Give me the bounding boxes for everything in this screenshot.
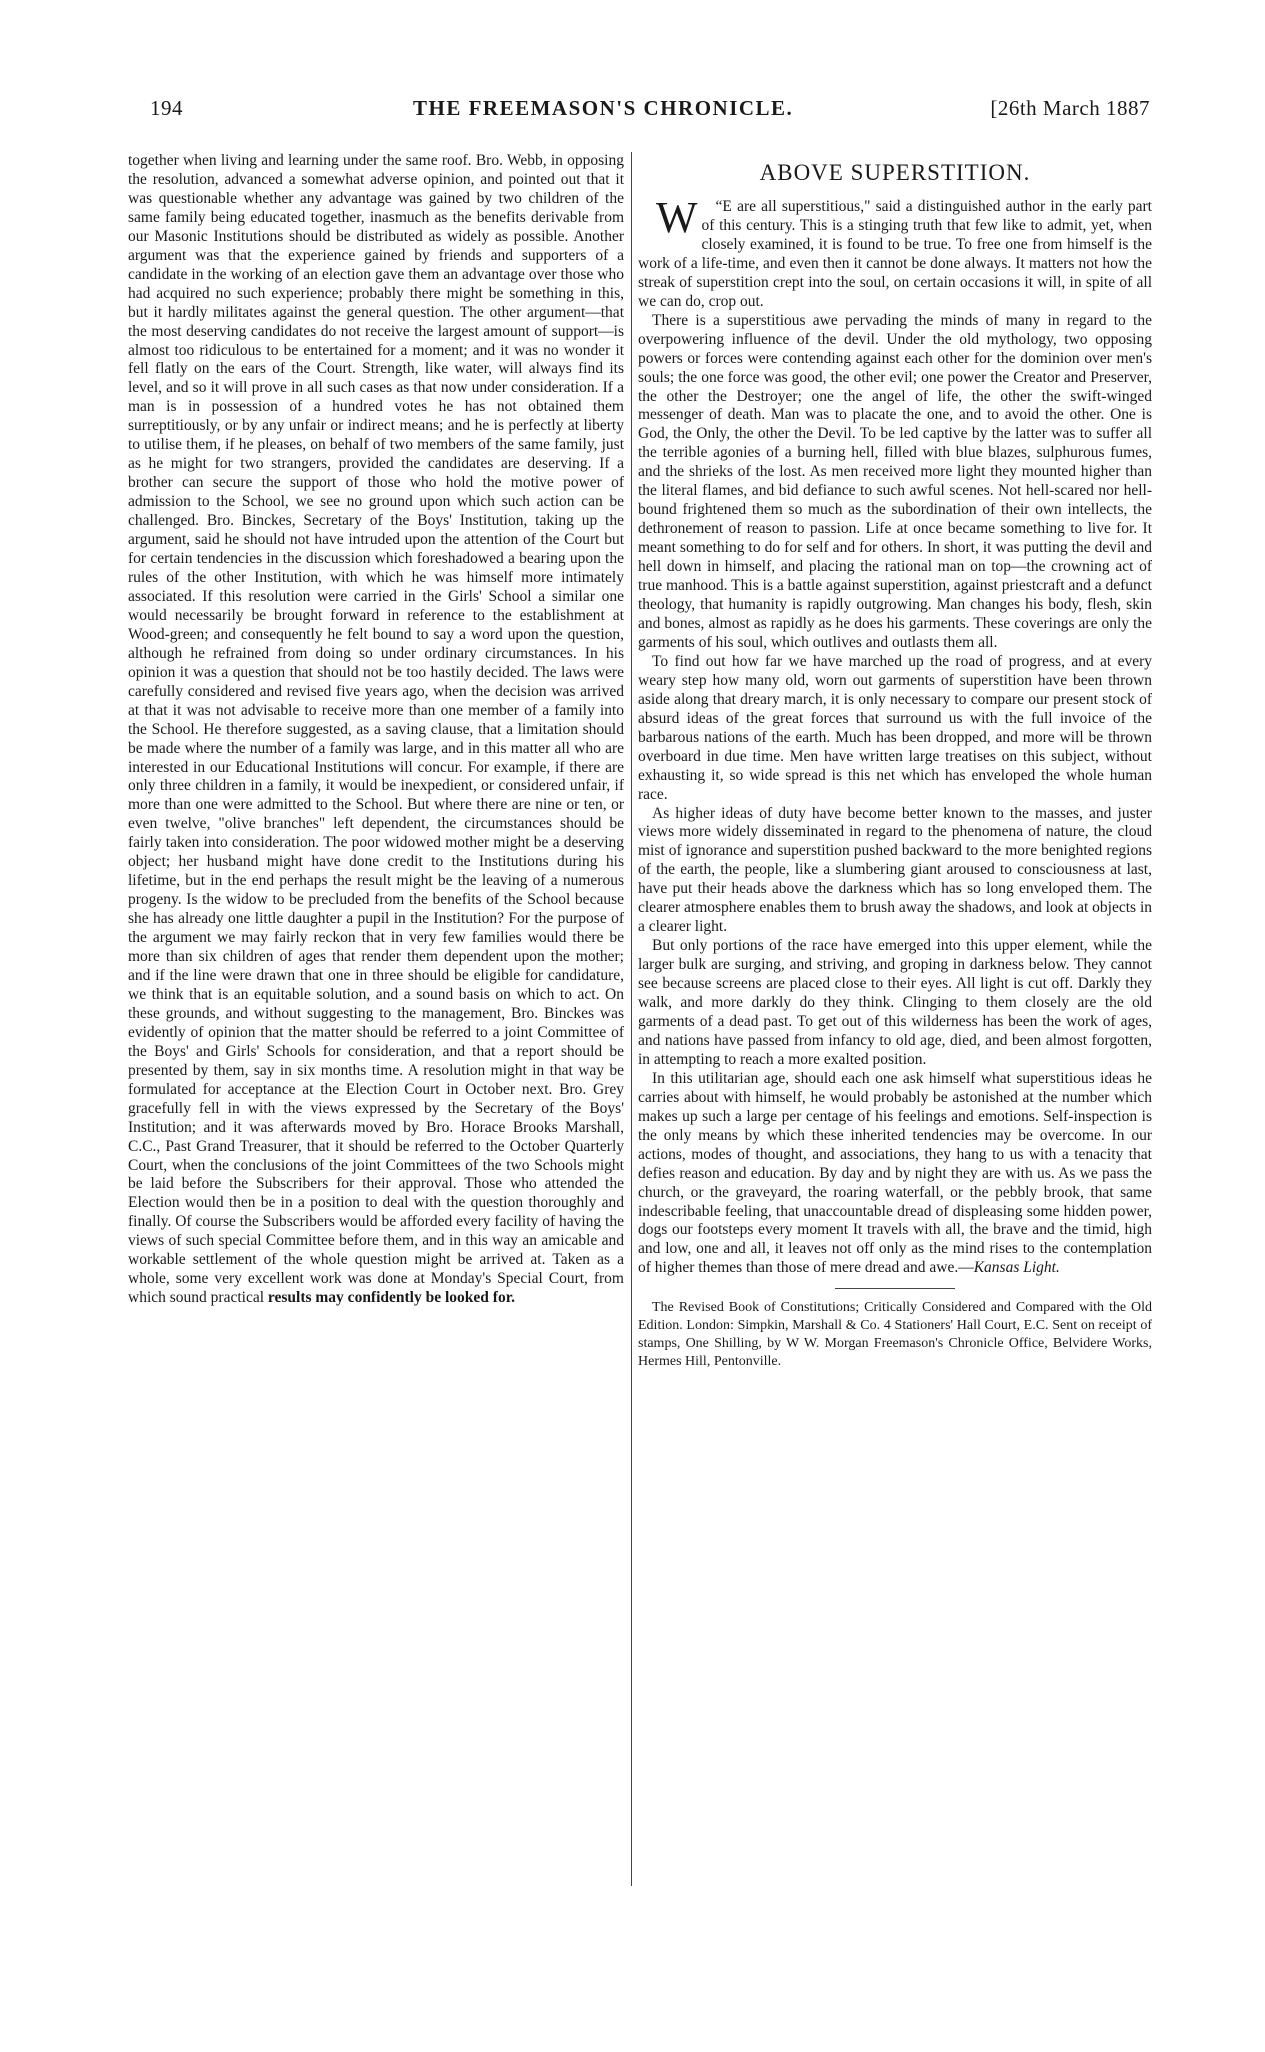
lead-text: E are all superstitious," said a distinguished author in the early part of this century. This is a stinging truth that few like to admit, yet, when closely examined, it is found to be true. To free one from himself is the work of a life-time, and even then it cannot be done always. It matters not how the streak of superstition crept into the soul, on certain occasions it will, in spite of all we can do, crop out. <box>638 198 1152 310</box>
report-text: together when living and learning under the same roof. Bro. Webb, in opposing the resolution, advanced a somewhat adverse opinion, and pointed out that it was questionable whether any advantage was gained by two children of the same family being educated together, inasmuch as the benefits derivable from our Masonic Institutions should be distributed as widely as possible. Another argument was that the experience gained by friends and supporters of a candidate in the working of an election gave them an advantage over those who had acquired no such experience; probably there might be something in this, but it hardly militates against the general question. The other argument—that the most deserving candidates do not receive the largest amount of support—is almost too ridiculous to be entertained for a moment; and it was no wonder it fell flatly on the ears of the Court. Strength, like water, will always find its level, and so it will prove in all such cases as that now under consideration. If a man is in possession of a hundred votes he has not obtained them surreptitiously, or by any unfair or indirect means; and he is perfectly at liberty to utilise them, if he pleases, on behalf of two members of the same family, just as he might for two strangers, provided the candidates are deserving. If a brother can secure the support of those who hold the motive power of admission to the School, we see no ground upon which such action can be challenged. Bro. Binckes, Secretary of the Boys' Institution, taking up the argument, said he should not have intruded upon the attention of the Court but for certain tendencies in the discussion which foreshadowed a bearing upon the rules of the other Institution, with which he was himself more intimately associated. If this resolution were carried in the Girls' School a similar one would necessarily be brought forward in reference to the establishment at Wood-green; and consequently he felt bound to say a word upon the question, although he refrained from doing so under ordinary circumstances. In his opinion it was a question that should not be too hastily decided. The laws were carefully considered and revised five years ago, when the decision was arrived at that it was not advisable to receive more than one member of a family into the School. He therefore suggested, as a saving clause, that a limitation should be made where the number of a family was large, and in this matter all who are interested in our Educational Institutions will concur. For example, if there are only three children in a family, it would be inexpedient, or considered unfair, if more than one were admitted to the School. But where there are nine or ten, or even twelve, "olive branches" left dependent, the circumstances should be fairly taken into consideration. The poor widowed mother might be a deserving object; her husband might have done credit to the Institutions during his lifetime, but in the end perhaps the result might be the leaving of a numerous progeny. Is the widow to be precluded from the benefits of the School because she has already one little daughter a pupil in the Institution? For the purpose of the argument we may fairly reckon that in very few families would there be more than six children of ages that render them dependent upon the mother; and if the line were drawn that one in three should be eligible for candidature, we think that is an equitable solution, and a sound basis on which to act. On these grounds, and without suggesting to the management, Bro. Binckes was evidently of opinion that the matter should be referred to a joint Committee of the Boys' and Girls' Schools for consideration, and that a report should be presented by them, say in six months time. A resolution might in that way be formulated for acceptance at the Election Court in October next. Bro. Grey gracefully fell in with the views expressed by the Secretary of the Boys' Institution; and it was afterwards moved by Bro. Horace Brooks Marshall, C.C., Past Grand Treasurer, that it should be referred to the October Quarterly Court, when the conclusions of the joint Committees of the two Schools might be laid before the Subscribers for their approval. Those who attended the Election would then be in a position to deal with the question thoroughly and finally. Of course the Subscribers would be afforded every facility of having the views of such special Committee before them, and in this way an amicable and workable settlement of the whole question might be arrived at. Taken as a whole, some very excellent work was done at Monday's Special Court, from which sound practical <box>128 152 624 1307</box>
article-paragraph: To find out how far we have marched up the road of progress, and at every weary step how many old, worn out garments of superstition have been thrown aside along that dreary march, it is only necessary to compare our present stock of absurd ideas of the great forces that surround us with the full invoice of the barbarous nations of the earth. Much has been dropped, and more will be thrown overboard in due time. Men have written large treatises on this subject, without exhausting it, so wide spread is this net which has enveloped the whole human race. <box>638 652 1152 803</box>
article-title: ABOVE SUPERSTITION. <box>759 160 1031 185</box>
section-divider <box>835 1288 955 1289</box>
issue-date: [26th March 1887 <box>990 96 1150 120</box>
report-closing: results may confidently be looked for. <box>267 1289 516 1307</box>
article-paragraph: But only portions of the race have emerged into this upper element, while the larger bulk are surging, and striving, and groping in darkness below. They cannot see because screens are placed close to their eyes. All light is cut off. Darkly they walk, and more darkly do they think. Clinging to them closely are the old garments of a dead past. To get out of this wilderness has been the work of ages, and nations have passed from infancy to old age, died, and been almost forgotten, in attempting to reach a more exalted position. <box>638 937 1152 1068</box>
page-number: 194 <box>150 96 183 120</box>
drop-cap: W <box>656 193 698 242</box>
article-paragraph: As higher ideas of duty have become better known to the masses, and juster views more widely disseminated in regard to the phenomena of nature, the cloud mist of ignorance and superstition pushed backward to the more benighted regions of the earth, the people, like a slumbering giant aroused to consciousness at last, have put their heads above the darkness which has so long enveloped them. The clearer atmosphere enables them to brush away the shadows, and look at objects in a clearer light. <box>638 804 1152 936</box>
source-credit: Kansas Light. <box>973 1259 1060 1277</box>
left-column <box>128 152 624 1308</box>
page-header <box>128 94 1150 128</box>
report-paragraph <box>128 152 624 1308</box>
article-paragraph <box>638 1070 1152 1278</box>
book-notice: The Revised Book of Constitutions; Critically Considered and Compared with the Old Edition. London: Simpkin, Marshall & Co. 4 Stationers' Hall Court, E.C. Sent on receipt of stamps, One Shilling, by W W. Morgan Freemason's Chronicle Office, Belvidere Works, Hermes Hill, Pentonville. <box>638 1300 1152 1370</box>
right-column <box>638 152 1152 1371</box>
open-quote: “ <box>715 198 723 215</box>
column-divider <box>631 152 632 1886</box>
article-lead-paragraph <box>638 193 1152 312</box>
closing-text: In this utilitarian age, should each one ask himself what superstitious ideas he carries about with himself, he would probably be astonished at the number which makes up such a large per centage of his feelings and emotions. Self-inspection is the only means by which these inherited tendencies may be overcome. In our actions, modes of thought, and associations, they hang to us with a tenacity that defies reason and education. By day and by night they are with us. As we pass the church, or the graveyard, the roaring waterfall, or the pebbly brook, that same indescribable feeling, that unaccountable dread of displeasing some hidden power, dogs our footsteps every moment It travels with all, the brave and the timid, high and low, one and all, it leaves not off only as the mind rises to the contemplation of higher themes than those of mere dread and awe.— <box>638 1069 1152 1277</box>
article-paragraph: There is a superstitious awe pervading the minds of many in regard to the overpowering influence of the devil. Under the old mythology, two opposing powers or forces were contending against each other for the dominion over men's souls; the one force was good, the other evil; one power the Creator and Preserver, the other the Destroyer; one the angel of life, the other the swift-winged messenger of death. Man was to placate the one, and to avoid the other. One is God, the Only, the other the Devil. To be led captive by the latter was to suffer all the terrible agonies of a burning hell, filled with blue blazes, sulphurous fumes, and the shrieks of the lost. As men received more light they mounted higher than the literal flames, and bid defiance to such awful scenes. Not hell-scared nor hell-bound frightened them so much as the subordination of their own intellects, the dethronement of reason to passion. Life at once became something to live for. It meant something to do for self and for others. In short, it was putting the devil and hell down in himself, and placing the rational man on top—the crowning act of true manhood. This is a battle against superstition, against priestcraft and a defunct theology, that humanity is rapidly outgrowing. Man changes his body, flesh, skin and bones, almost as rapidly as he does his garments. These coverings are only the garments of his soul, which outlives and outlasts them all. <box>638 311 1152 651</box>
publication-title: THE FREEMASON'S CHRONICLE. <box>413 96 794 120</box>
